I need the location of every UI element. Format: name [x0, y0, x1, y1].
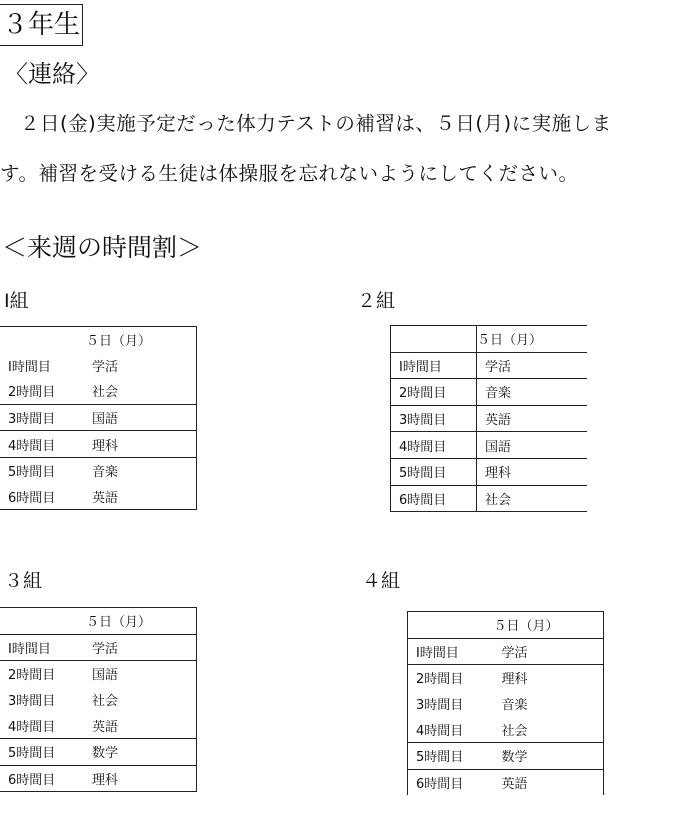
subject-cell: 社会: [92, 385, 119, 401]
subject-cell: 音楽: [86, 457, 196, 483]
subject-cell: 学活: [86, 634, 196, 661]
period-label: Ⅰ時間目: [391, 352, 477, 379]
table-row: [0, 404, 196, 431]
period-label: 2時間目: [0, 661, 86, 687]
table-row: [0, 738, 196, 765]
period-label: Ⅰ時間目: [0, 634, 86, 661]
notice-text-line-2: す。補習を受ける生徒は体操服を忘れないようにしてください。: [0, 162, 579, 185]
grade-title: ３年生: [0, 4, 83, 46]
period-label: 6時間目: [8, 490, 56, 506]
table-row: [408, 638, 604, 665]
timetable-header-row: [0, 608, 196, 635]
period-label: 2時間目: [8, 385, 56, 401]
table-row: [391, 379, 587, 406]
period-label: 6時間目: [408, 769, 494, 795]
table-row: [408, 742, 604, 769]
table-row: [408, 769, 604, 795]
table-row: [0, 765, 196, 792]
date-header: ５日（月）: [86, 615, 152, 631]
subject-cell: 理科: [477, 458, 587, 485]
subject-cell: 数学: [494, 742, 604, 769]
table-row: [408, 716, 604, 742]
date-header: ５日（月）: [86, 334, 152, 350]
class-4-label: ４組: [362, 570, 401, 592]
period-label: Ⅰ時間目: [8, 359, 51, 375]
subject-cell: 音楽: [501, 698, 528, 714]
table-row: [408, 665, 604, 691]
table-row: [391, 458, 587, 485]
period-label: 3時間目: [8, 694, 56, 710]
subject-cell: 国語: [86, 404, 196, 431]
table-row: [0, 687, 196, 713]
subject-cell: 理科: [494, 665, 604, 691]
period-label: 4時間目: [0, 431, 86, 458]
subject-cell: 社会: [501, 723, 528, 739]
subject-cell: 学活: [477, 352, 587, 379]
period-label: 2時間目: [391, 379, 477, 406]
subject-cell: 英語: [494, 769, 604, 795]
date-header: ５日（月）: [477, 333, 543, 349]
period-label: 4時間目: [416, 723, 464, 739]
subject-cell: 数学: [86, 738, 196, 765]
subject-cell: 音楽: [477, 379, 587, 406]
period-label: 4時間目: [8, 719, 56, 735]
period-label: 6時間目: [0, 765, 86, 792]
class-1-label: Ⅰ組: [4, 290, 29, 312]
subject-cell: 英語: [477, 405, 587, 432]
subject-cell: 学活: [92, 359, 119, 375]
timetable-heading: ＜来週の時間割＞: [2, 233, 203, 262]
table-row: [0, 712, 196, 738]
class-3-timetable: [0, 607, 197, 792]
period-label: 6時間目: [391, 485, 477, 512]
period-label: 5時間目: [0, 457, 86, 483]
table-row: [408, 691, 604, 717]
timetable-header-row: [408, 612, 604, 639]
table-row: [0, 431, 196, 458]
subject-cell: 社会: [92, 694, 119, 710]
period-label: 5時間目: [408, 742, 494, 769]
notice-heading: 〈連絡〉: [4, 60, 100, 88]
period-label: Ⅰ時間目: [408, 638, 494, 665]
table-row: [391, 432, 587, 459]
timetable-header-row: [391, 326, 587, 353]
table-row: [391, 352, 587, 379]
table-row: [0, 378, 196, 404]
subject-cell: 英語: [92, 490, 119, 506]
timetable-header-row: [0, 327, 196, 353]
date-header: ５日（月）: [493, 619, 559, 635]
table-row: [0, 661, 196, 687]
period-label: 4時間目: [391, 432, 477, 459]
table-row: [391, 405, 587, 432]
subject-cell: 国語: [86, 661, 196, 687]
period-label: 5時間目: [0, 738, 86, 765]
subject-cell: 理科: [86, 431, 196, 458]
class-2-label: ２組: [357, 290, 396, 312]
class-4-timetable: [407, 611, 604, 795]
period-label: 3時間目: [0, 404, 86, 431]
subject-cell: 学活: [494, 638, 604, 665]
subject-cell: 社会: [477, 485, 587, 512]
class-2-timetable: [390, 325, 587, 512]
subject-cell: 国語: [477, 432, 587, 459]
table-row: [0, 634, 196, 661]
table-row: [0, 484, 196, 510]
class-3-label: ３組: [4, 570, 43, 592]
period-label: 3時間目: [416, 698, 464, 714]
table-row: [0, 353, 196, 379]
table-row: [391, 485, 587, 512]
table-row: [0, 457, 196, 483]
period-label: 5時間目: [391, 458, 477, 485]
class-1-timetable: [0, 326, 197, 510]
period-label: 3時間目: [391, 405, 477, 432]
subject-cell: 理科: [86, 765, 196, 792]
subject-cell: 英語: [92, 719, 119, 735]
period-label: 2時間目: [408, 665, 494, 691]
notice-text-line-1: ２日(金)実施予定だった体力テストの補習は、５日(月)に実施しま: [0, 112, 612, 135]
